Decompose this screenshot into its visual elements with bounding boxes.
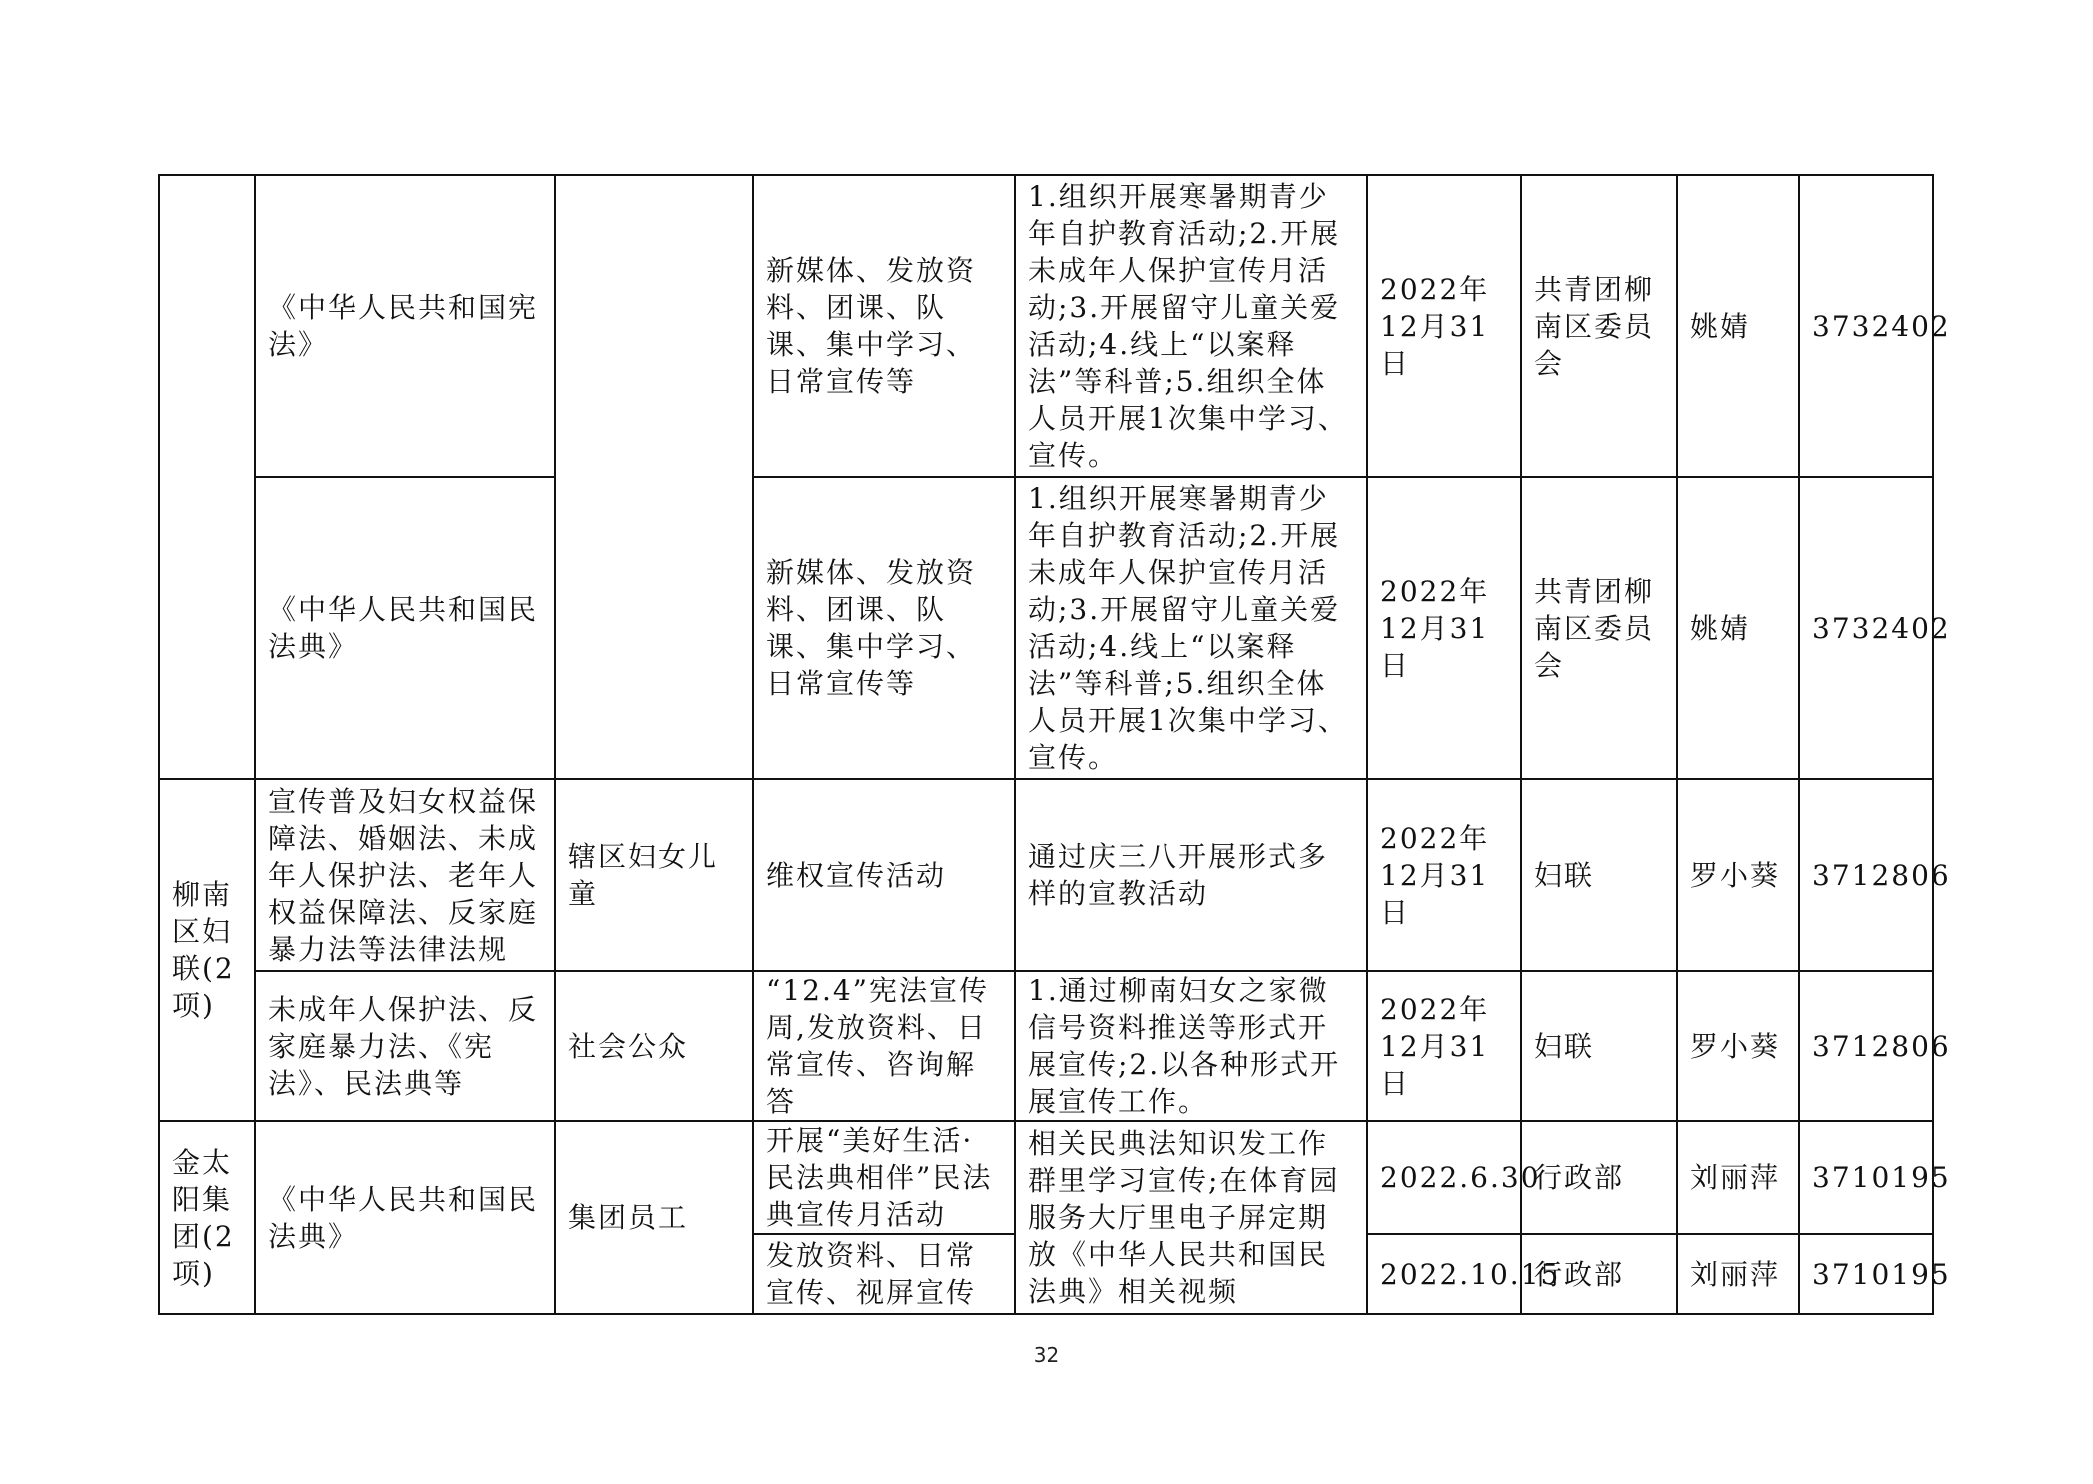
date-cell: 2022年12月31日 bbox=[1367, 477, 1521, 779]
unit-cell bbox=[159, 175, 255, 779]
method-cell: 发放资料、日常宣传、视屏宣传 bbox=[753, 1234, 1015, 1314]
unit-cell: 柳南区妇联(2项) bbox=[159, 779, 255, 1121]
date-cell: 2022年12月31日 bbox=[1367, 971, 1521, 1121]
table-row bbox=[159, 175, 1933, 477]
law-cell: 宣传普及妇女权益保障法、婚姻法、未成年人保护法、老年人权益保障法、反家庭暴力法等法律法规 bbox=[255, 779, 555, 971]
phone-cell: 3710195 bbox=[1799, 1234, 1933, 1314]
unit-cell: 金太阳集团(2项) bbox=[159, 1121, 255, 1314]
table-row bbox=[159, 1121, 1933, 1234]
law-cell: 《中华人民共和国民法典》 bbox=[255, 1121, 555, 1314]
person-cell: 姚婧 bbox=[1677, 175, 1799, 477]
phone-cell: 3732402 bbox=[1799, 175, 1933, 477]
target-cell: 社会公众 bbox=[555, 971, 753, 1121]
phone-cell: 3710195 bbox=[1799, 1121, 1933, 1234]
law-cell: 《中华人民共和国宪法》 bbox=[255, 175, 555, 477]
law-cell: 《中华人民共和国民法典》 bbox=[255, 477, 555, 779]
dept-cell: 妇联 bbox=[1521, 779, 1677, 971]
person-cell: 姚婧 bbox=[1677, 477, 1799, 779]
person-cell: 罗小葵 bbox=[1677, 779, 1799, 971]
content-cell: 相关民典法知识发工作群里学习宣传;在体育园服务大厅里电子屏定期放《中华人民共和国民法典》相关视频 bbox=[1015, 1121, 1367, 1314]
table-row bbox=[159, 971, 1933, 1121]
table-row bbox=[159, 477, 1933, 779]
person-cell: 刘丽萍 bbox=[1677, 1234, 1799, 1314]
target-cell: 集团员工 bbox=[555, 1121, 753, 1314]
method-cell: 新媒体、发放资料、团课、队课、集中学习、日常宣传等 bbox=[753, 477, 1015, 779]
dept-cell: 共青团柳南区委员会 bbox=[1521, 175, 1677, 477]
table-row bbox=[159, 779, 1933, 971]
dept-cell: 行政部 bbox=[1521, 1121, 1677, 1234]
target-cell bbox=[555, 175, 753, 779]
date-cell: 2022.10.15 bbox=[1367, 1234, 1521, 1314]
date-cell: 2022年12月31日 bbox=[1367, 175, 1521, 477]
date-cell: 2022年12月31日 bbox=[1367, 779, 1521, 971]
dept-cell: 共青团柳南区委员会 bbox=[1521, 477, 1677, 779]
page-number: 32 bbox=[1033, 1343, 1060, 1367]
person-cell: 刘丽萍 bbox=[1677, 1121, 1799, 1234]
content-cell: 1.通过柳南妇女之家微信号资料推送等形式开展宣传;2.以各种形式开展宣传工作。 bbox=[1015, 971, 1367, 1121]
phone-cell: 3732402 bbox=[1799, 477, 1933, 779]
phone-cell: 3712806 bbox=[1799, 779, 1933, 971]
dept-cell: 行政部 bbox=[1521, 1234, 1677, 1314]
method-cell: 新媒体、发放资料、团课、队课、集中学习、日常宣传等 bbox=[753, 175, 1015, 477]
method-cell: 维权宣传活动 bbox=[753, 779, 1015, 971]
publicity-plan-table bbox=[158, 174, 1951, 1315]
method-cell: 开展“美好生活·民法典相伴”民法典宣传月活动 bbox=[753, 1121, 1015, 1234]
target-cell: 辖区妇女儿童 bbox=[555, 779, 753, 971]
date-cell: 2022.6.30 bbox=[1367, 1121, 1521, 1234]
content-cell: 1.组织开展寒暑期青少年自护教育活动;2.开展未成年人保护宣传月活动;3.开展留守儿童关爱活动;4.线上“以案释法”等科普;5.组织全体人员开展1次集中学习、宣传。 bbox=[1015, 175, 1367, 477]
person-cell: 罗小葵 bbox=[1677, 971, 1799, 1121]
phone-cell: 3712806 bbox=[1799, 971, 1933, 1121]
content-cell: 1.组织开展寒暑期青少年自护教育活动;2.开展未成年人保护宣传月活动;3.开展留守儿童关爱活动;4.线上“以案释法”等科普;5.组织全体人员开展1次集中学习、宣传。 bbox=[1015, 477, 1367, 779]
content-cell: 通过庆三八开展形式多样的宣教活动 bbox=[1015, 779, 1367, 971]
dept-cell: 妇联 bbox=[1521, 971, 1677, 1121]
method-cell: “12.4”宪法宣传周,发放资料、日常宣传、咨询解答 bbox=[753, 971, 1015, 1121]
law-cell: 未成年人保护法、反家庭暴力法、《宪法》、民法典等 bbox=[255, 971, 555, 1121]
